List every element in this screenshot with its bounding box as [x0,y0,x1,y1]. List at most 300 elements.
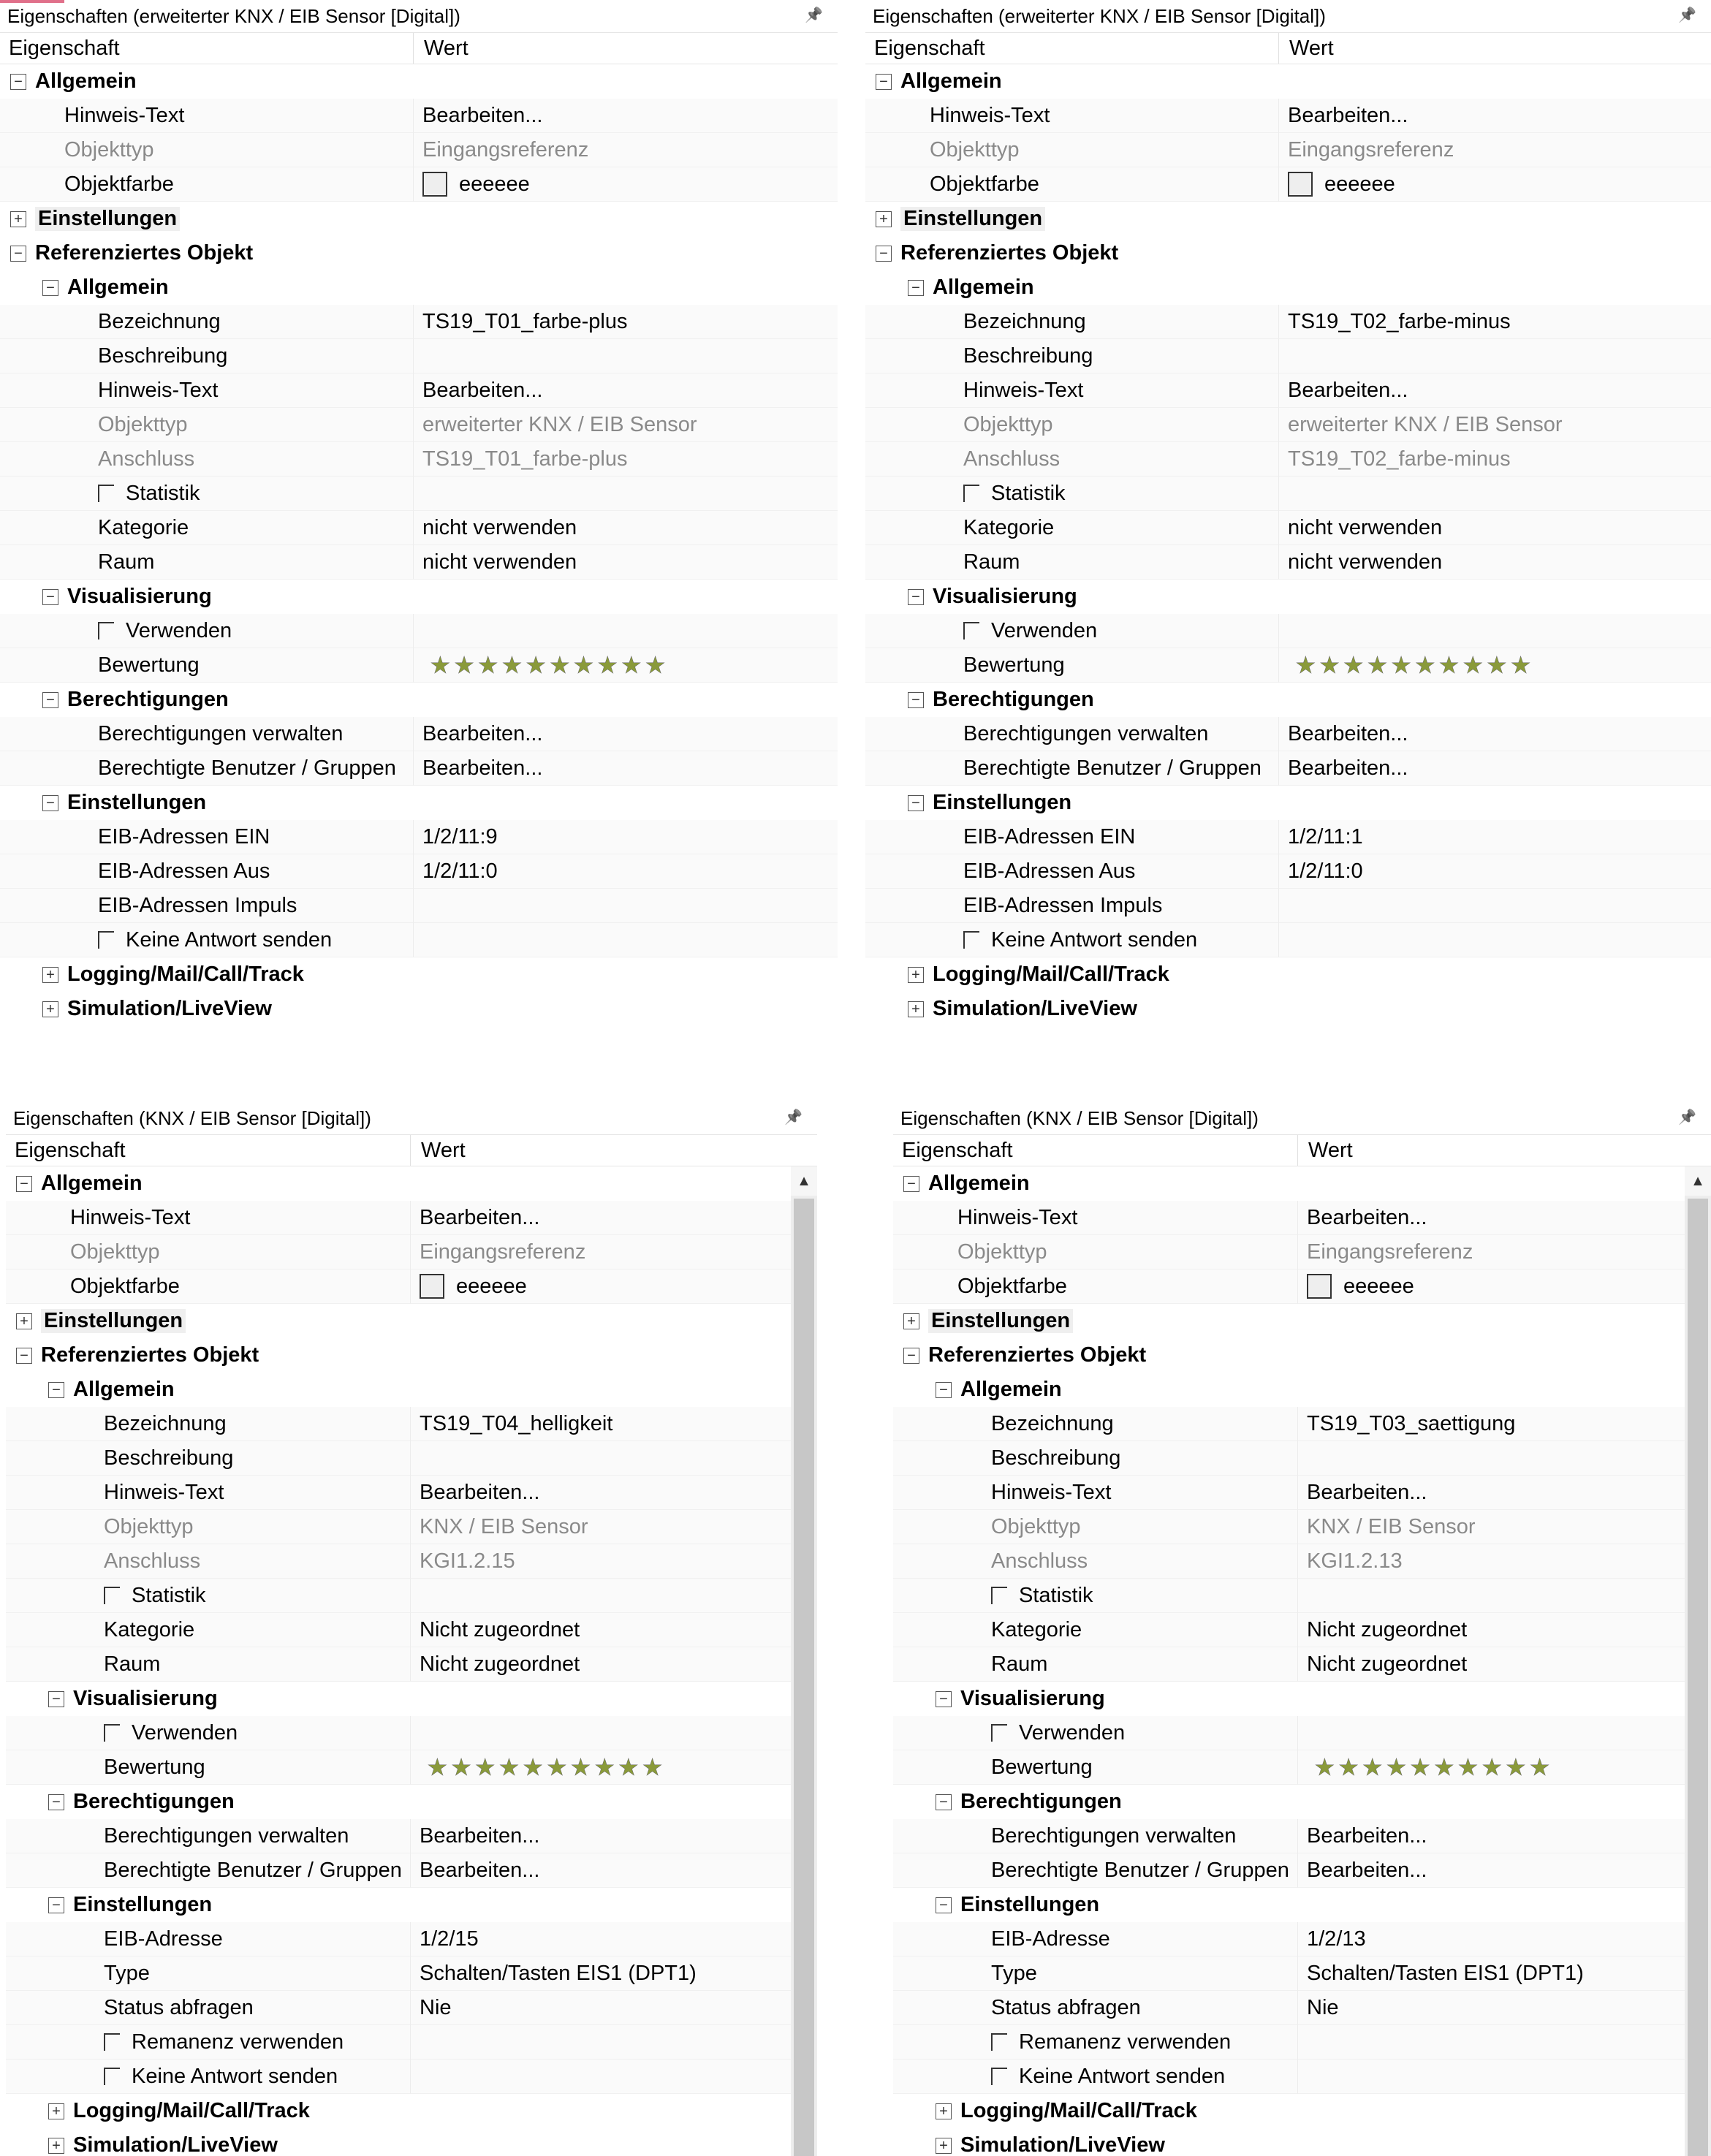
property-value-cell[interactable] [1279,854,1711,889]
collapse-icon[interactable]: − [48,1794,64,1810]
pin-icon[interactable]: 📌 [1678,7,1696,23]
expand-icon[interactable]: + [903,1313,919,1329]
collapse-icon[interactable]: − [876,74,892,90]
star-icon[interactable]: ★ [546,1754,568,1780]
expand-icon[interactable]: + [908,1001,924,1017]
property-row-objekttyp [865,408,1711,442]
collapse-icon[interactable]: − [42,280,58,296]
property-row-eib-adressen-aus [0,854,838,889]
property-value-cell[interactable] [414,854,838,889]
group-row-berechtigungen[interactable] [0,683,838,717]
group-row-allgemein[interactable] [893,1166,1685,1201]
group-label: Allgemein [41,1172,143,1195]
property-name-cell [0,270,414,305]
checkbox[interactable] [991,2033,1007,2051]
group-row-einstellungen[interactable] [0,202,838,236]
group-value-cell [411,1682,791,1716]
property-value-cell[interactable] [414,511,838,545]
checkbox[interactable] [98,931,114,949]
star-icon[interactable]: ★ [522,1754,544,1780]
collapse-icon[interactable]: − [936,1382,952,1398]
property-value: nicht verwenden [422,515,577,539]
group-row-einstellungen[interactable] [865,202,1711,236]
property-row-verwenden [6,1716,791,1750]
pin-icon[interactable]: 📌 [1678,1109,1696,1126]
column-header-value[interactable]: Wert [1289,36,1334,60]
property-label: Hinweis-Text [957,1205,1078,1229]
property-name-cell [0,992,414,1026]
group-value-cell [414,683,838,717]
group-row-referenziertes-objekt[interactable] [0,236,838,270]
star-icon[interactable]: ★ [549,652,571,678]
property-value-cell[interactable] [1298,1476,1685,1510]
star-icon[interactable]: ★ [596,652,618,678]
property-value-cell[interactable] [1298,1716,1685,1750]
property-value-cell[interactable] [414,751,838,786]
expand-icon[interactable]: + [10,211,26,227]
property-value-cell[interactable] [414,648,838,683]
property-value: 1/2/13 [1307,1927,1366,1951]
checkbox[interactable] [104,2068,120,2085]
property-value-cell[interactable] [411,1441,791,1476]
property-label: Beschreibung [963,343,1093,368]
property-value-cell[interactable] [414,889,838,923]
property-value-cell[interactable] [1279,648,1711,683]
checkbox[interactable] [98,485,114,502]
property-value-cell[interactable] [1279,545,1711,580]
property-value-cell[interactable] [1298,2060,1685,2094]
group-row-visualisierung[interactable] [0,580,838,614]
collapse-icon[interactable]: − [48,1691,64,1707]
property-value-cell[interactable] [411,1269,791,1304]
property-row-type [893,1956,1685,1991]
group-row-einstellungen[interactable] [893,1304,1685,1338]
expand-icon[interactable]: + [48,2103,64,2119]
property-row-anschluss [0,442,838,477]
group-value-cell [1298,1888,1685,1922]
checkbox[interactable] [104,2033,120,2051]
property-value-cell[interactable] [414,545,838,580]
property-name-cell [893,2128,1298,2156]
expand-icon[interactable]: + [908,967,924,983]
property-value-cell[interactable] [1279,99,1711,133]
group-label: Visualisierung [67,585,212,608]
panel-title-bar [893,1102,1711,1134]
group-row-allgemein[interactable] [865,270,1711,305]
group-row-referenziertes-objekt[interactable] [6,1338,791,1373]
group-row-visualisierung[interactable] [6,1682,791,1716]
property-value-cell[interactable] [414,167,838,202]
property-label: Status abfragen [104,1995,254,2019]
property-value-cell[interactable] [1279,167,1711,202]
pin-icon[interactable]: 📌 [784,1109,803,1126]
property-value-cell[interactable] [411,2025,791,2060]
rating-stars[interactable] [420,1755,663,1779]
property-value-cell[interactable] [414,923,838,957]
group-row-einstellungen[interactable] [893,1888,1685,1922]
collapse-icon[interactable]: − [908,795,924,811]
group-row-visualisierung[interactable] [893,1682,1685,1716]
star-icon[interactable]: ★ [1390,652,1412,678]
property-value-cell[interactable] [411,1407,791,1441]
checkbox[interactable] [963,622,979,639]
property-value-cell[interactable] [1279,339,1711,373]
checkbox[interactable] [104,1724,120,1742]
vertical-scrollbar[interactable] [1685,1166,1711,2156]
collapse-icon[interactable]: − [936,1691,952,1707]
scrollbar-thumb[interactable] [794,1199,814,2156]
group-value-cell [1298,1785,1685,1819]
star-icon[interactable]: ★ [430,652,451,678]
property-value-cell[interactable] [414,99,838,133]
property-row-hinweis-text [6,1201,791,1235]
group-row-logging-mail-call-track[interactable] [6,2094,791,2128]
property-value: Bearbeiten... [1307,1823,1427,1848]
column-header-property[interactable]: Eigenschaft [865,33,1279,64]
star-icon[interactable]: ★ [474,1754,496,1780]
property-name-cell [6,1338,411,1373]
property-value-cell[interactable] [411,1922,791,1956]
column-header-value[interactable]: Wert [1308,1138,1353,1162]
star-icon[interactable]: ★ [427,1754,448,1780]
property-value-cell[interactable] [1298,1407,1685,1441]
group-row-logging-mail-call-track[interactable] [893,2094,1685,2128]
property-value-cell[interactable] [411,1991,791,2025]
property-name-cell [893,1716,1298,1750]
checkbox[interactable] [98,622,114,639]
star-icon[interactable]: ★ [645,652,666,678]
property-value-cell[interactable] [1279,305,1711,339]
property-value-cell[interactable] [1279,614,1711,648]
checkbox[interactable] [963,931,979,949]
property-value-cell[interactable] [411,1819,791,1853]
group-row-simulation-liveview[interactable] [6,2128,791,2156]
property-value: TS19_T01_farbe-plus [422,447,628,471]
checkbox[interactable] [991,1587,1007,1604]
collapse-icon[interactable]: − [908,280,924,296]
collapse-icon[interactable]: − [876,246,892,262]
property-value: 1/2/11:0 [1288,859,1363,883]
expand-icon[interactable]: + [936,2103,952,2119]
property-label: Type [104,1961,150,1985]
property-value-cell [1279,442,1711,477]
property-row-beschreibung [6,1441,791,1476]
group-row-einstellungen[interactable] [6,1888,791,1922]
property-value-cell[interactable] [414,339,838,373]
property-value: Bearbeiten... [1288,103,1408,127]
property-row-statistik [0,477,838,511]
property-label: Beschreibung [98,343,228,368]
property-row-beschreibung [893,1441,1685,1476]
property-name-cell [893,2094,1298,2128]
property-label: Objekttyp [957,1240,1047,1264]
expand-icon[interactable]: + [936,2138,952,2154]
property-name-cell [865,717,1279,751]
checkbox[interactable] [104,1587,120,1604]
property-name-cell [893,1785,1298,1819]
property-name-cell [0,751,414,786]
property-row-bezeichnung [893,1407,1685,1441]
group-row-allgemein[interactable] [0,270,838,305]
property-row-verwenden [893,1716,1685,1750]
property-value-cell[interactable] [1298,1750,1685,1785]
collapse-icon[interactable]: − [42,795,58,811]
property-row-bezeichnung [6,1407,791,1441]
scrollbar-thumb[interactable] [1688,1199,1708,2156]
group-row-allgemein[interactable] [865,64,1711,99]
property-value-cell[interactable] [1279,373,1711,408]
group-row-logging-mail-call-track[interactable] [0,957,838,992]
group-value-cell [1298,1304,1685,1338]
star-icon[interactable]: ★ [477,652,499,678]
star-icon[interactable]: ★ [593,1754,615,1780]
property-value-cell[interactable] [411,1476,791,1510]
star-icon[interactable]: ★ [1386,1754,1407,1780]
collapse-icon[interactable]: − [10,246,26,262]
rating-stars[interactable] [422,653,666,677]
expand-icon[interactable]: + [42,967,58,983]
star-icon[interactable]: ★ [1462,652,1484,678]
star-icon[interactable]: ★ [1529,1754,1550,1780]
property-value-cell[interactable] [1298,1819,1685,1853]
panel-title: Eigenschaften (erweiterter KNX / EIB Sensor [Digital]) [873,4,1326,27]
property-value-cell[interactable] [414,820,838,854]
star-icon[interactable]: ★ [450,1754,472,1780]
collapse-icon[interactable]: − [908,692,924,708]
star-icon[interactable]: ★ [1486,652,1508,678]
property-value-cell[interactable] [1279,511,1711,545]
star-icon[interactable]: ★ [1343,652,1365,678]
property-value-cell[interactable] [1298,1991,1685,2025]
column-header-property[interactable]: Eigenschaft [893,1135,1298,1166]
property-value-cell[interactable] [411,1579,791,1613]
column-header [0,32,838,64]
group-row-einstellungen[interactable] [6,1304,791,1338]
property-value-cell[interactable] [1279,889,1711,923]
property-label: EIB-Adressen EIN [98,824,270,849]
group-label: Berechtigungen [67,688,229,711]
group-value-cell [1279,580,1711,614]
star-icon[interactable]: ★ [525,652,547,678]
property-value-cell[interactable] [414,614,838,648]
property-name-cell [865,923,1279,957]
property-label: Hinweis-Text [104,1480,224,1504]
pin-icon[interactable]: 📌 [805,7,823,23]
property-value-cell[interactable] [1298,2025,1685,2060]
group-row-simulation-liveview[interactable] [0,992,838,1026]
property-row-bezeichnung [0,305,838,339]
property-name-cell [0,408,414,442]
property-value-cell[interactable] [1298,1579,1685,1613]
property-label: Bewertung [104,1755,205,1779]
property-value-cell[interactable] [1298,1956,1685,1991]
rating-stars[interactable] [1307,1755,1550,1779]
property-value-cell[interactable] [1279,477,1711,511]
star-icon[interactable]: ★ [1438,652,1460,678]
scroll-up-arrow-icon[interactable]: ▲ [791,1166,817,1196]
group-row-referenziertes-objekt[interactable] [893,1338,1685,1373]
vertical-scrollbar[interactable] [791,1166,817,2156]
color-swatch[interactable] [1307,1274,1332,1299]
property-value-cell[interactable] [411,1613,791,1647]
property-value-cell[interactable] [411,1716,791,1750]
group-row-einstellungen[interactable] [0,786,838,820]
group-row-einstellungen[interactable] [865,786,1711,820]
property-name-cell [0,957,414,992]
expand-icon[interactable]: + [48,2138,64,2154]
property-value: Eingangsreferenz [420,1240,586,1264]
collapse-icon[interactable]: − [16,1348,32,1364]
property-value-cell[interactable] [414,477,838,511]
star-icon[interactable]: ★ [618,1754,640,1780]
property-value-cell[interactable] [414,717,838,751]
property-value-cell[interactable] [414,373,838,408]
expand-icon[interactable]: + [42,1001,58,1017]
collapse-icon[interactable]: − [936,1897,952,1913]
property-value-cell[interactable] [1298,1269,1685,1304]
star-icon[interactable]: ★ [1338,1754,1359,1780]
group-row-allgemein[interactable] [6,1373,791,1407]
property-value-cell[interactable] [1298,1441,1685,1476]
property-row-objekttyp [893,1235,1685,1269]
column-header-property[interactable]: Eigenschaft [6,1135,411,1166]
panel-title-bar [0,0,838,32]
group-value-cell [411,1785,791,1819]
property-row-bewertung [6,1750,791,1785]
collapse-icon[interactable]: − [48,1382,64,1398]
property-label: Berechtigungen verwalten [98,721,344,745]
property-row-berechtigte-benutzer-gruppen [6,1853,791,1888]
star-icon[interactable]: ★ [573,652,594,678]
property-value-cell[interactable] [411,2060,791,2094]
expand-icon[interactable]: + [876,211,892,227]
collapse-icon[interactable]: − [42,692,58,708]
property-name-cell [6,2128,411,2156]
group-row-allgemein[interactable] [893,1373,1685,1407]
property-value-cell[interactable] [411,1956,791,1991]
property-value-cell[interactable] [1298,1613,1685,1647]
property-value-cell[interactable] [411,1853,791,1888]
collapse-icon[interactable]: − [936,1794,952,1810]
group-row-berechtigungen[interactable] [865,683,1711,717]
scroll-up-arrow-icon[interactable]: ▲ [1685,1166,1711,1196]
group-row-berechtigungen[interactable] [6,1785,791,1819]
star-icon[interactable]: ★ [1414,652,1436,678]
star-icon[interactable]: ★ [642,1754,663,1780]
group-row-allgemein[interactable] [0,64,838,99]
property-label: Statistik [1019,1583,1093,1607]
color-swatch[interactable] [422,172,447,197]
group-row-simulation-liveview[interactable] [865,992,1711,1026]
star-icon[interactable]: ★ [1510,652,1531,678]
property-value-cell[interactable] [411,1750,791,1785]
checkbox[interactable] [991,1724,1007,1742]
property-value-cell[interactable] [1279,820,1711,854]
collapse-icon[interactable]: − [908,589,924,605]
group-row-berechtigungen[interactable] [893,1785,1685,1819]
property-row-objektfarbe [865,167,1711,202]
property-value: Bearbeiten... [420,1823,540,1848]
star-icon[interactable]: ★ [501,652,523,678]
group-row-simulation-liveview[interactable] [893,2128,1685,2156]
property-value-cell[interactable] [1298,1853,1685,1888]
star-icon[interactable]: ★ [1433,1754,1455,1780]
property-value-cell[interactable] [1279,717,1711,751]
group-row-visualisierung[interactable] [865,580,1711,614]
rating-stars[interactable] [1288,653,1531,677]
star-icon[interactable]: ★ [1295,652,1316,678]
property-value-cell[interactable] [1298,1647,1685,1682]
property-value-cell[interactable] [411,1647,791,1682]
property-row-eib-adressen-aus [865,854,1711,889]
star-icon[interactable]: ★ [1505,1754,1527,1780]
property-row-anschluss [6,1544,791,1579]
property-label: Verwenden [126,618,232,642]
collapse-icon[interactable]: − [48,1897,64,1913]
group-value-cell [1279,786,1711,820]
property-name-cell [893,1922,1298,1956]
star-icon[interactable]: ★ [453,652,475,678]
property-name-cell [6,1888,411,1922]
property-value: Schalten/Tasten EIS1 (DPT1) [420,1961,697,1985]
collapse-icon[interactable]: − [16,1176,32,1192]
column-header-value[interactable]: Wert [424,36,468,60]
group-label: Logging/Mail/Call/Track [67,963,304,986]
property-row-bewertung [893,1750,1685,1785]
checkbox[interactable] [963,485,979,502]
checkbox[interactable] [991,2068,1007,2085]
property-value-cell[interactable] [411,1201,791,1235]
property-label: EIB-Adressen Aus [98,859,270,883]
star-icon[interactable]: ★ [1367,652,1388,678]
property-value-cell[interactable] [1298,1201,1685,1235]
group-value-cell [414,202,838,236]
collapse-icon[interactable]: − [903,1176,919,1192]
property-name-cell [6,2060,411,2094]
expand-icon[interactable]: + [16,1313,32,1329]
property-value: erweiterter KNX / EIB Sensor [422,412,697,436]
property-name-cell [0,167,414,202]
color-swatch[interactable] [420,1274,444,1299]
collapse-icon[interactable]: − [10,74,26,90]
column-header-property[interactable]: Eigenschaft [0,33,414,64]
property-label: Objekttyp [70,1240,160,1264]
column-header-value[interactable]: Wert [421,1138,466,1162]
property-grid [0,64,838,1026]
property-value-cell[interactable] [414,305,838,339]
property-value-cell[interactable] [1279,751,1711,786]
collapse-icon[interactable]: − [903,1348,919,1364]
collapse-icon[interactable]: − [42,589,58,605]
group-row-logging-mail-call-track[interactable] [865,957,1711,992]
star-icon[interactable]: ★ [1314,1754,1335,1780]
property-value-cell[interactable] [1298,1922,1685,1956]
group-row-allgemein[interactable] [6,1166,791,1201]
star-icon[interactable]: ★ [1319,652,1340,678]
group-row-referenziertes-objekt[interactable] [865,236,1711,270]
property-name-cell [0,683,414,717]
star-icon[interactable]: ★ [621,652,642,678]
star-icon[interactable]: ★ [1457,1754,1479,1780]
star-icon[interactable]: ★ [1362,1754,1384,1780]
color-swatch[interactable] [1288,172,1313,197]
star-icon[interactable]: ★ [1409,1754,1431,1780]
star-icon[interactable]: ★ [1481,1754,1503,1780]
property-value-cell[interactable] [1279,923,1711,957]
property-label: Hinweis-Text [70,1205,191,1229]
star-icon[interactable]: ★ [570,1754,591,1780]
star-icon[interactable]: ★ [498,1754,520,1780]
